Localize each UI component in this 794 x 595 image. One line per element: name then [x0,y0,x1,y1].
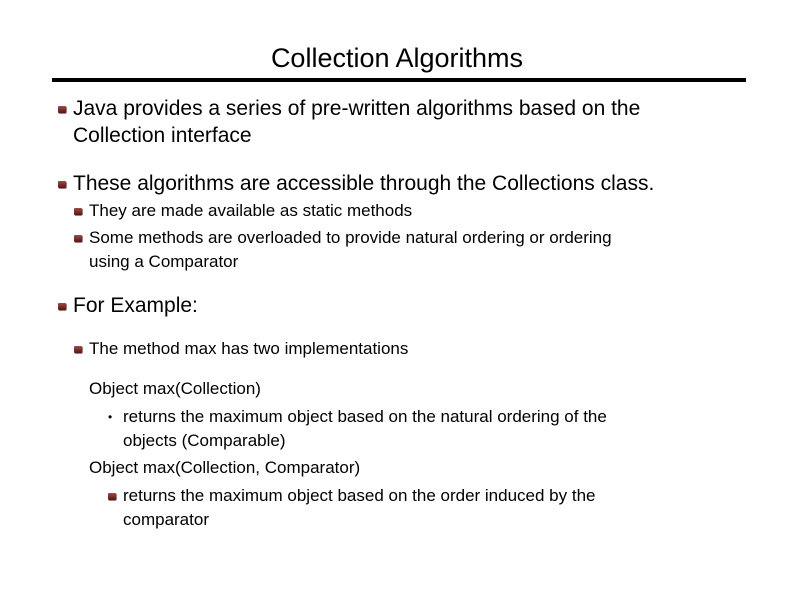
sub-bullet-text-line1: Some methods are overloaded to provide natural ordering or ordering [89,228,612,247]
method-description-2 [123,484,596,532]
sub-bullet-static-methods [89,199,412,223]
method-desc-line1: returns the maximum object based on the order induced by the [123,486,596,505]
sub-bullet-text: The method max has two implementations [89,339,409,358]
square-bullet-icon [74,235,82,242]
method-signature-2 [89,455,360,481]
method-signature-text: Object max(Collection) [89,379,261,398]
square-bullet-icon [58,303,66,310]
square-bullet-icon [58,106,66,113]
bullet-text-line2: Collection interface [73,124,252,147]
square-bullet-icon [74,208,82,215]
bullet-algorithms-accessible [73,170,654,197]
sub-bullet-text: They are made available as static methods [89,201,413,220]
dot-bullet-icon: • [108,410,113,424]
method-description-1 [108,405,607,453]
bullet-text: These algorithms are accessible through the Collections class. [73,172,655,195]
bullet-for-example [73,292,198,319]
square-bullet-icon [74,346,82,353]
square-bullet-icon [58,181,66,188]
method-signature-1 [89,376,261,402]
bullet-java-provides [73,95,640,149]
method-desc-line2: comparator [123,510,209,529]
title-divider [52,78,746,82]
sub-bullet-max-implementations [89,337,408,361]
sub-bullet-text-line2: using a Comparator [89,252,239,271]
slide-title: Collection Algorithms [270,43,524,73]
square-bullet-icon [108,493,116,500]
sub-bullet-overloaded [89,226,612,274]
bullet-text: For Example: [73,294,198,317]
method-signature-text: Object max(Collection, Comparator) [89,458,361,477]
bullet-text-line1: Java provides a series of pre-written algorithms based on the [73,97,641,120]
method-desc-line1: returns the maximum object based on the natural ordering of the [123,407,607,426]
method-desc-line2: objects (Comparable) [123,431,286,450]
